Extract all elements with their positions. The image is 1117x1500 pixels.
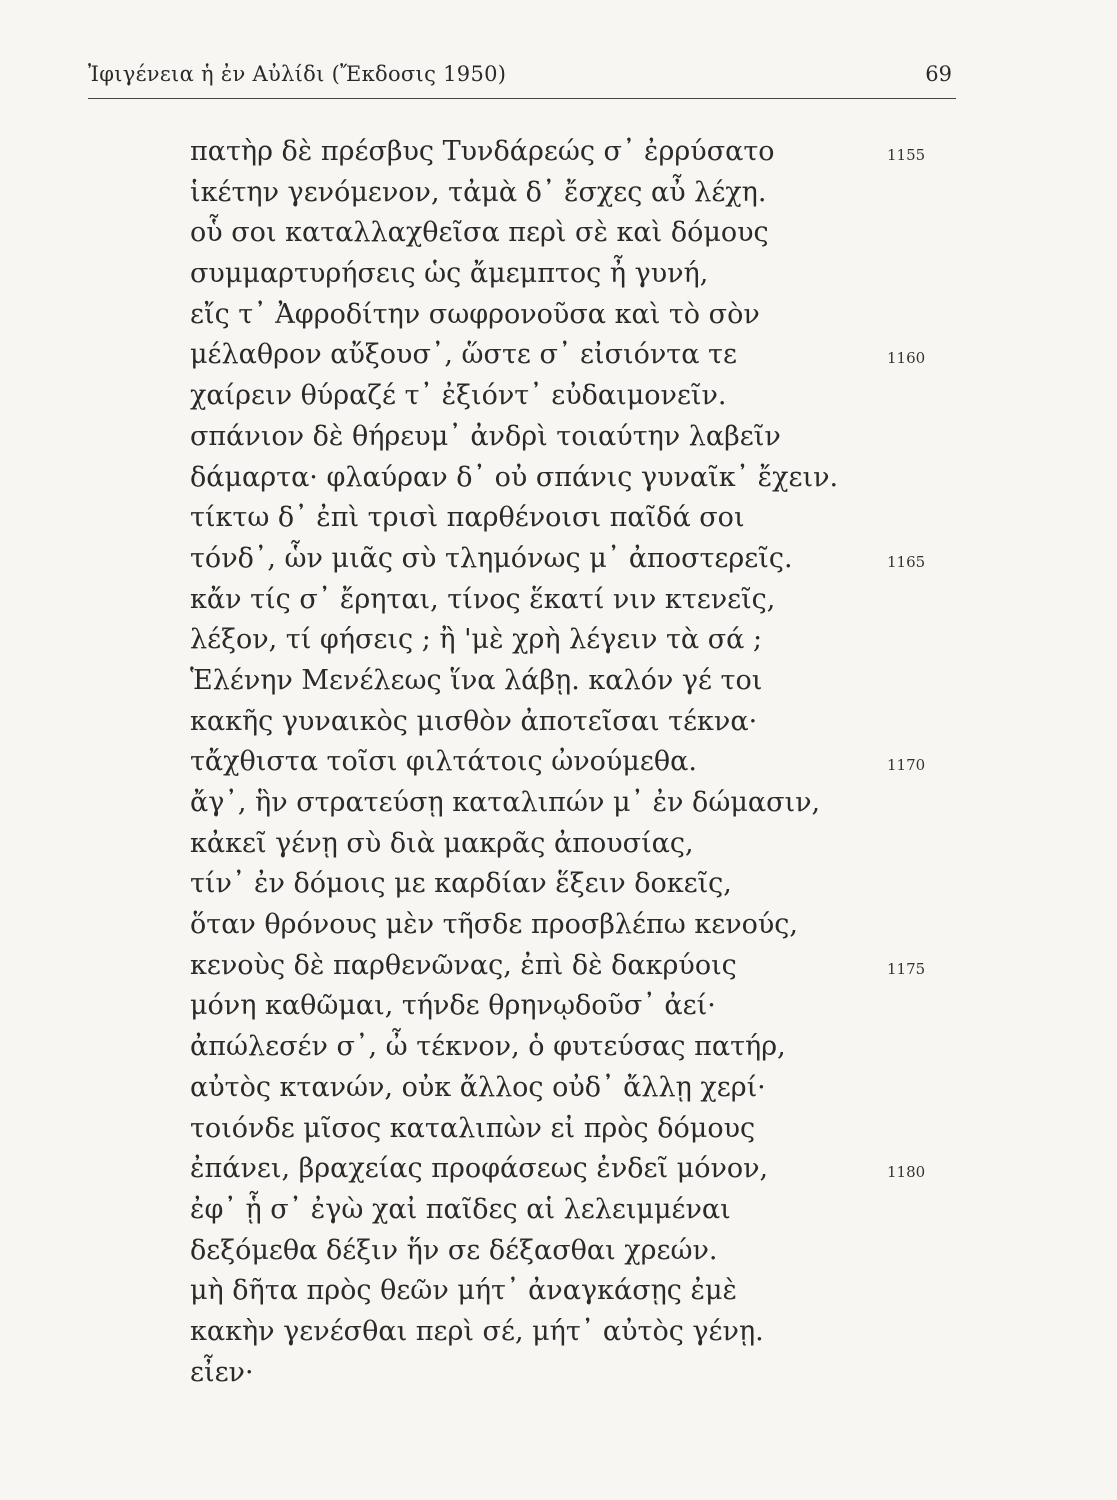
verse-text: μὴ δῆτα πρὸς θεῶν μήτ᾽ ἀναγκάσῃς ἐμὲ [190,1275,738,1307]
verse-line [190,1353,950,1394]
verse-text: ἄγ᾽, ἣν στρατεύσῃ καταλιπών μ᾽ ἐν δώμασιν, [190,787,821,818]
verse-text: ἐφ᾽ ᾗ σ᾽ ἐγὼ χαἰ παῖδες αἱ λελειμμέναι [190,1193,731,1225]
verse-line [190,498,950,539]
verse-text: εἴς τ᾽ Ἀφροδίτην σωφρονοῦσα καὶ τὸ σὸν [190,298,760,330]
verse-text: κἄν τίς σ᾽ ἔρηται, τίνος ἕκατί νιν κτενεῖς, [190,583,776,615]
verse-text: τοιόνδε μῖσος καταλιπὼν εἰ πρὸς δόμους [190,1112,756,1144]
verse-line [190,946,950,987]
verse-text: ἐπάνει, βραχείας προφάσεως ἐνδεῖ μόνον, [190,1153,769,1185]
verse-text: αὐτὸς κτανών, οὐκ ἄλλος οὐδ᾽ ἄλλῃ χερί· [190,1071,766,1103]
verse-line [190,783,950,824]
verse-text: δεξόμεθα δέξιν ἥν σε δέξασθαι χρεών. [190,1234,718,1266]
verse-line [190,458,950,499]
verse-text: ἀπώλεσέν σ᾽, ὦ τέκνον, ὁ φυτεύσας πατήρ, [190,1031,786,1063]
verse-text: ἱκέτην γενόμενον, τἀμὰ δ᾽ ἔσχες αὖ λέχη. [190,176,767,208]
verse-line [190,173,950,214]
verse-text: κἀκεῖ γένῃ σὺ διὰ μακρᾶς ἀπουσίας, [190,827,694,859]
running-header [88,62,956,99]
verse-line [190,702,950,743]
verse-text: δάμαρτα· φλαύραν δ᾽ οὐ σπάνις γυναῖκ᾽ ἔχειν. [190,461,839,493]
page-number: 69 [925,62,952,86]
verse-text: οὗ σοι καταλλαχθεῖσα περὶ σὲ καὶ δόμους [190,217,769,249]
verse-line [190,132,950,173]
verse-text: εἶεν· [190,1356,254,1388]
line-number: 1165 [887,552,926,571]
verse-text: τόνδ᾽, ὧν μιᾶς σὺ τλημόνως μ᾽ ἀποστερεῖς. [190,542,793,574]
running-title: Ἰφιγένεια ἡ ἐν Αὐλίδι (Ἔκδοσις 1950) [88,62,507,86]
verse-line [190,1231,950,1272]
verse-text: ὅταν θρόνους μὲν τῆσδε προσβλέπω κενούς, [190,909,799,941]
line-number: 1175 [887,959,926,978]
verse-text: τίκτω δ᾽ ἐπὶ τρισὶ παρθένοισι παῖδά σοι [190,502,745,534]
line-number: 1155 [887,146,926,164]
verse-line [190,580,950,621]
verse-line [190,620,950,661]
verse-line [190,417,950,458]
verse-line [190,1109,950,1150]
verse-line [190,661,950,702]
verse-text: μέλαθρον αὔξουσ᾽, ὥστε σ᾽ εἰσιόντα τε [190,339,737,371]
verse-text: τἄχθιστα τοῖσι φιλτάτοις ὠνούμεθα. [190,746,697,778]
verse-text: πατὴρ δὲ πρέσβυς Τυνδάρεώς σ᾽ ἐρρύσατο [190,136,775,167]
verse-line [190,1027,950,1068]
verse-text: μόνη καθῶμαι, τήνδε θρηνῳδοῦσ᾽ ἀεί· [190,990,716,1022]
verse-line [190,335,950,376]
line-number: 1160 [887,349,926,368]
verse-line [190,986,950,1027]
verse-line [190,254,950,295]
verse-line [190,742,950,783]
verse-line [190,213,950,254]
verse-text: κακὴν γενέσθαι περὶ σέ, μήτ᾽ αὐτὸς γένῃ. [190,1315,764,1347]
verse-line [190,1271,950,1312]
line-number: 1180 [887,1163,926,1182]
verse-line [190,376,950,417]
line-number: 1170 [887,756,926,775]
verse-text: συμμαρτυρήσεις ὡς ἄμεμπτος ἦ γυνή, [190,258,709,290]
verse-text: τίν᾽ ἐν δόμοις με καρδίαν ἕξειν δοκεῖς, [190,868,732,900]
verse-line [190,295,950,336]
verse-text: χαίρειν θύραζέ τ᾽ ἐξιόντ᾽ εὐδαιμονεῖν. [190,380,727,412]
verse-text: κακῆς γυναικὸς μισθὸν ἀποτεῖσαι τέκνα· [190,705,758,737]
verse-text: σπάνιον δὲ θήρευμ᾽ ἀνδρὶ τοιαύτην λαβεῖν [190,420,781,452]
verse-line [190,824,950,865]
verse-line [190,1149,950,1190]
verse-text: Ἑλένην Μενέλεως ἵνα λάβῃ. καλόν γέ τοι [190,664,763,696]
verse-block [190,132,950,1393]
verse-line [190,905,950,946]
verse-line [190,864,950,905]
verse-line [190,1312,950,1353]
verse-text: λέξον, τί φήσεις ; ἢ 'μὲ χρὴ λέγειν τὰ σά ; [190,624,763,656]
verse-line [190,1068,950,1109]
verse-text: κενοὺς δὲ παρθενῶνας, ἐπὶ δὲ δακρύοις [190,949,737,981]
verse-line [190,539,950,580]
verse-line [190,1190,950,1231]
